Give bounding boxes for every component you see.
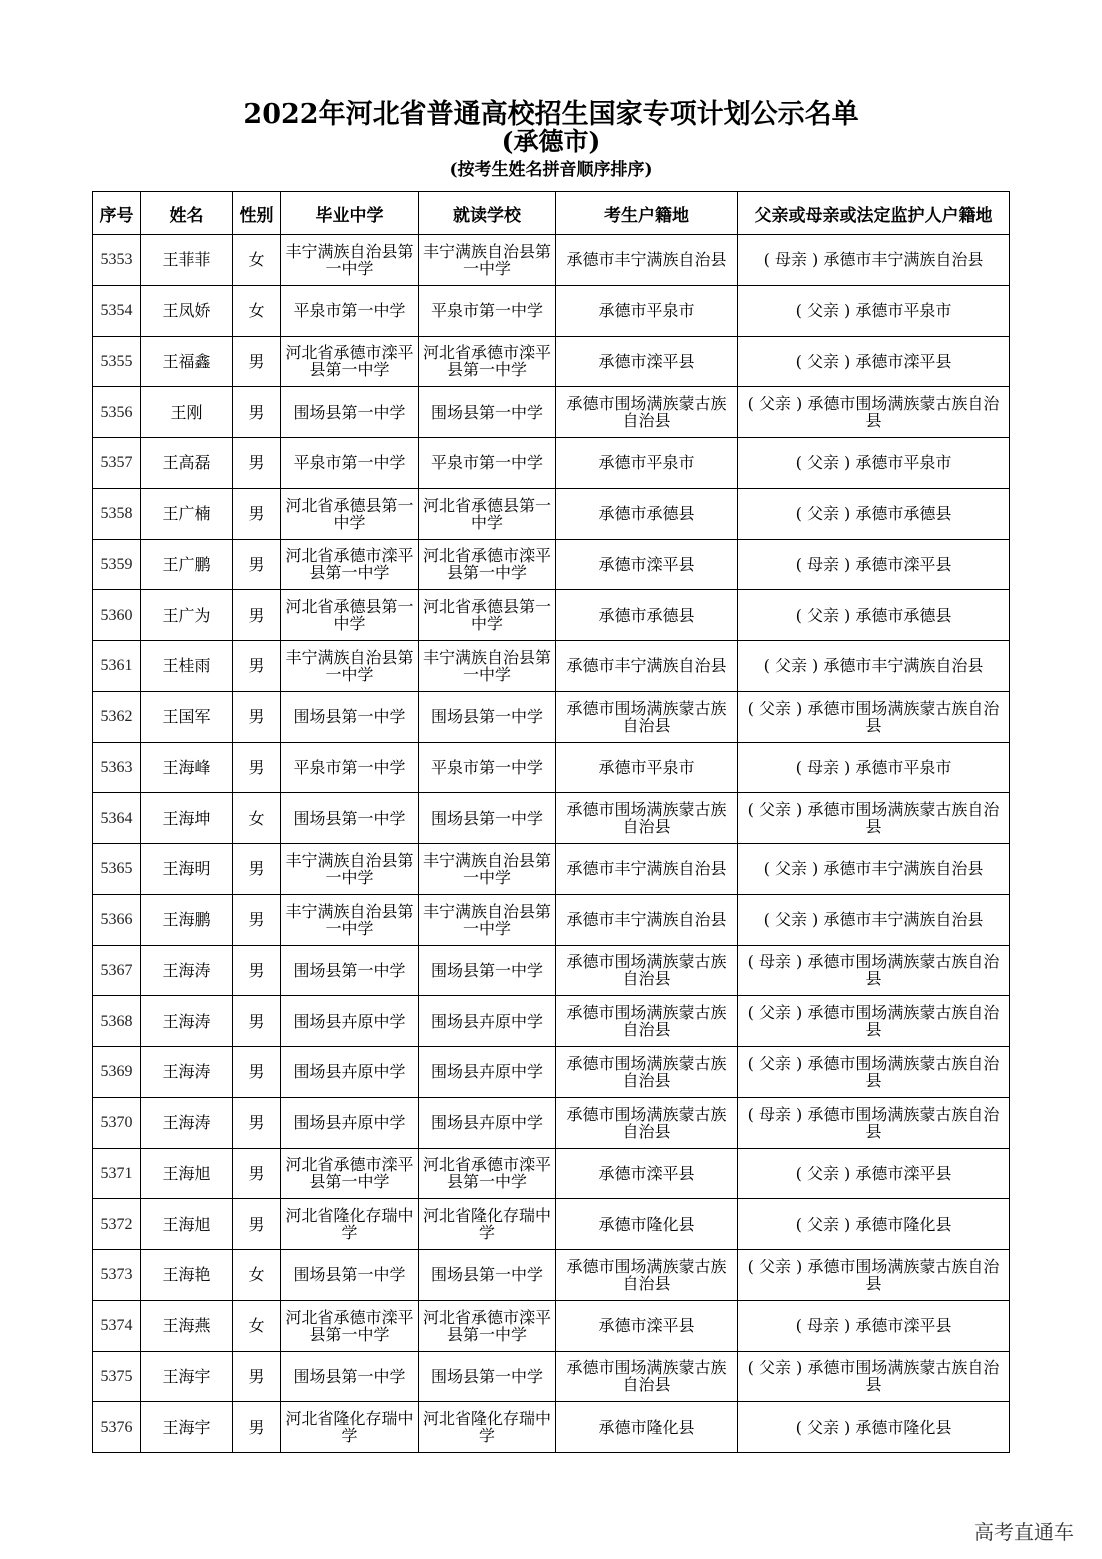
cell-gender: 男 [233, 1402, 281, 1453]
cell-guardian-hukou: ( 父亲 ) 承德市平泉市 [738, 285, 1010, 336]
cell-current-school: 河北省承德县第一中学 [419, 590, 556, 641]
cell-student-hukou: 承德市承德县 [556, 590, 738, 641]
header-seq: 序号 [93, 192, 141, 235]
cell-student-hukou: 承德市丰宁满族自治县 [556, 235, 738, 286]
table-row [93, 641, 1010, 692]
cell-name: 王海鹏 [141, 894, 233, 945]
table-row [93, 1148, 1010, 1199]
cell-seq: 5367 [93, 945, 141, 996]
cell-guardian-hukou: ( 父亲 ) 承德市隆化县 [738, 1199, 1010, 1250]
cell-seq: 5356 [93, 387, 141, 438]
cell-grad-school: 河北省承德市滦平县第一中学 [281, 539, 419, 590]
cell-guardian-hukou: ( 父亲 ) 承德市滦平县 [738, 1148, 1010, 1199]
cell-grad-school: 河北省承德县第一中学 [281, 590, 419, 641]
cell-gender: 女 [233, 235, 281, 286]
cell-student-hukou: 承德市丰宁满族自治县 [556, 641, 738, 692]
header-name: 姓名 [141, 192, 233, 235]
cell-gender: 女 [233, 793, 281, 844]
cell-seq: 5359 [93, 539, 141, 590]
cell-grad-school: 河北省承德市滦平县第一中学 [281, 1148, 419, 1199]
cell-seq: 5358 [93, 488, 141, 539]
cell-grad-school: 丰宁满族自治县第一中学 [281, 894, 419, 945]
cell-seq: 5376 [93, 1402, 141, 1453]
cell-gender: 男 [233, 996, 281, 1047]
sort-note: (按考生姓名拼音顺序排序) [449, 160, 653, 180]
cell-guardian-hukou: ( 父亲 ) 承德市承德县 [738, 488, 1010, 539]
table-row [93, 742, 1010, 793]
cell-seq: 5370 [93, 1097, 141, 1148]
cell-student-hukou: 承德市滦平县 [556, 539, 738, 590]
cell-name: 王海坤 [141, 793, 233, 844]
cell-student-hukou: 承德市丰宁满族自治县 [556, 894, 738, 945]
cell-seq: 5364 [93, 793, 141, 844]
cell-guardian-hukou: ( 父亲 ) 承德市丰宁满族自治县 [738, 894, 1010, 945]
cell-gender: 男 [233, 336, 281, 387]
cell-name: 王广为 [141, 590, 233, 641]
cell-name: 王广楠 [141, 488, 233, 539]
cell-grad-school: 河北省隆化存瑞中学 [281, 1199, 419, 1250]
cell-gender: 男 [233, 1351, 281, 1402]
cell-seq: 5362 [93, 691, 141, 742]
cell-current-school: 围场县第一中学 [419, 691, 556, 742]
cell-current-school: 河北省承德市滦平县第一中学 [419, 336, 556, 387]
cell-gender: 男 [233, 691, 281, 742]
cell-name: 王海明 [141, 844, 233, 895]
cell-student-hukou: 承德市围场满族蒙古族自治县 [556, 996, 738, 1047]
cell-gender: 男 [233, 488, 281, 539]
cell-name: 王海涛 [141, 1097, 233, 1148]
cell-current-school: 围场县卉原中学 [419, 1047, 556, 1098]
page-subtitle: (承德市) [501, 127, 601, 156]
cell-guardian-hukou: ( 母亲 ) 承德市围场满族蒙古族自治县 [738, 945, 1010, 996]
cell-grad-school: 丰宁满族自治县第一中学 [281, 235, 419, 286]
cell-guardian-hukou: ( 父亲 ) 承德市围场满族蒙古族自治县 [738, 1047, 1010, 1098]
header-current-school: 就读学校 [419, 192, 556, 235]
cell-student-hukou: 承德市隆化县 [556, 1402, 738, 1453]
cell-gender: 男 [233, 844, 281, 895]
header-gender: 性别 [233, 192, 281, 235]
cell-name: 王海峰 [141, 742, 233, 793]
cell-seq: 5372 [93, 1199, 141, 1250]
cell-seq: 5365 [93, 844, 141, 895]
cell-guardian-hukou: ( 父亲 ) 承德市丰宁满族自治县 [738, 641, 1010, 692]
cell-current-school: 围场县卉原中学 [419, 996, 556, 1047]
cell-gender: 女 [233, 1300, 281, 1351]
table-row [93, 336, 1010, 387]
cell-gender: 男 [233, 641, 281, 692]
cell-seq: 5375 [93, 1351, 141, 1402]
cell-student-hukou: 承德市承德县 [556, 488, 738, 539]
cell-grad-school: 围场县卉原中学 [281, 1097, 419, 1148]
cell-gender: 女 [233, 1250, 281, 1301]
cell-grad-school: 河北省隆化存瑞中学 [281, 1402, 419, 1453]
cell-student-hukou: 承德市围场满族蒙古族自治县 [556, 793, 738, 844]
table-row [93, 488, 1010, 539]
cell-student-hukou: 承德市围场满族蒙古族自治县 [556, 945, 738, 996]
cell-student-hukou: 承德市隆化县 [556, 1199, 738, 1250]
cell-student-hukou: 承德市滦平县 [556, 336, 738, 387]
table-row [93, 793, 1010, 844]
table-row [93, 691, 1010, 742]
table-row [93, 1300, 1010, 1351]
table-row [93, 1199, 1010, 1250]
cell-guardian-hukou: ( 父亲 ) 承德市隆化县 [738, 1402, 1010, 1453]
cell-seq: 5373 [93, 1250, 141, 1301]
cell-current-school: 河北省承德市滦平县第一中学 [419, 1300, 556, 1351]
cell-name: 王海宇 [141, 1402, 233, 1453]
cell-student-hukou: 承德市围场满族蒙古族自治县 [556, 1097, 738, 1148]
cell-guardian-hukou: ( 父亲 ) 承德市围场满族蒙古族自治县 [738, 387, 1010, 438]
cell-current-school: 丰宁满族自治县第一中学 [419, 844, 556, 895]
cell-student-hukou: 承德市平泉市 [556, 285, 738, 336]
cell-name: 王海旭 [141, 1148, 233, 1199]
cell-name: 王桂雨 [141, 641, 233, 692]
cell-seq: 5355 [93, 336, 141, 387]
table-row [93, 996, 1010, 1047]
cell-guardian-hukou: ( 父亲 ) 承德市围场满族蒙古族自治县 [738, 793, 1010, 844]
cell-name: 王海燕 [141, 1300, 233, 1351]
cell-gender: 男 [233, 1047, 281, 1098]
cell-student-hukou: 承德市围场满族蒙古族自治县 [556, 1250, 738, 1301]
table-row [93, 1402, 1010, 1453]
cell-gender: 男 [233, 742, 281, 793]
cell-seq: 5360 [93, 590, 141, 641]
cell-seq: 5353 [93, 235, 141, 286]
table-row [93, 844, 1010, 895]
cell-gender: 男 [233, 1199, 281, 1250]
cell-student-hukou: 承德市围场满族蒙古族自治县 [556, 1351, 738, 1402]
cell-grad-school: 围场县第一中学 [281, 691, 419, 742]
cell-current-school: 围场县第一中学 [419, 387, 556, 438]
cell-current-school: 围场县第一中学 [419, 793, 556, 844]
cell-seq: 5366 [93, 894, 141, 945]
cell-current-school: 围场县第一中学 [419, 1351, 556, 1402]
table-row [93, 539, 1010, 590]
cell-grad-school: 平泉市第一中学 [281, 285, 419, 336]
cell-gender: 男 [233, 438, 281, 489]
cell-grad-school: 河北省承德市滦平县第一中学 [281, 336, 419, 387]
cell-grad-school: 围场县第一中学 [281, 1250, 419, 1301]
cell-guardian-hukou: ( 父亲 ) 承德市围场满族蒙古族自治县 [738, 1351, 1010, 1402]
table-row [93, 894, 1010, 945]
student-table [92, 191, 1010, 1453]
cell-current-school: 围场县第一中学 [419, 1250, 556, 1301]
page-title: 2022年河北省普通高校招生国家专项计划公示名单 [243, 99, 859, 130]
cell-seq: 5369 [93, 1047, 141, 1098]
table-row [93, 235, 1010, 286]
cell-name: 王广鹏 [141, 539, 233, 590]
cell-guardian-hukou: ( 父亲 ) 承德市滦平县 [738, 336, 1010, 387]
table-header-row [93, 192, 1010, 235]
header-grad-school: 毕业中学 [281, 192, 419, 235]
cell-current-school: 平泉市第一中学 [419, 742, 556, 793]
cell-grad-school: 河北省承德市滦平县第一中学 [281, 1300, 419, 1351]
cell-student-hukou: 承德市平泉市 [556, 438, 738, 489]
cell-grad-school: 围场县卉原中学 [281, 996, 419, 1047]
header-guardian-hukou: 父亲或母亲或法定监护人户籍地 [738, 192, 1010, 235]
cell-name: 王凤娇 [141, 285, 233, 336]
cell-student-hukou: 承德市围场满族蒙古族自治县 [556, 691, 738, 742]
cell-current-school: 河北省承德市滦平县第一中学 [419, 539, 556, 590]
cell-current-school: 围场县第一中学 [419, 945, 556, 996]
cell-guardian-hukou: ( 母亲 ) 承德市丰宁满族自治县 [738, 235, 1010, 286]
cell-gender: 男 [233, 945, 281, 996]
cell-guardian-hukou: ( 父亲 ) 承德市围场满族蒙古族自治县 [738, 1250, 1010, 1301]
cell-seq: 5371 [93, 1148, 141, 1199]
cell-grad-school: 丰宁满族自治县第一中学 [281, 641, 419, 692]
table-row [93, 387, 1010, 438]
cell-student-hukou: 承德市围场满族蒙古族自治县 [556, 387, 738, 438]
cell-gender: 男 [233, 539, 281, 590]
cell-student-hukou: 承德市滦平县 [556, 1148, 738, 1199]
cell-guardian-hukou: ( 父亲 ) 承德市丰宁满族自治县 [738, 844, 1010, 895]
cell-current-school: 河北省隆化存瑞中学 [419, 1199, 556, 1250]
cell-grad-school: 围场县第一中学 [281, 387, 419, 438]
cell-gender: 男 [233, 894, 281, 945]
cell-grad-school: 平泉市第一中学 [281, 742, 419, 793]
cell-name: 王刚 [141, 387, 233, 438]
cell-guardian-hukou: ( 父亲 ) 承德市承德县 [738, 590, 1010, 641]
cell-name: 王福鑫 [141, 336, 233, 387]
cell-guardian-hukou: ( 母亲 ) 承德市滦平县 [738, 539, 1010, 590]
cell-current-school: 丰宁满族自治县第一中学 [419, 894, 556, 945]
cell-gender: 男 [233, 387, 281, 438]
cell-seq: 5357 [93, 438, 141, 489]
cell-current-school: 丰宁满族自治县第一中学 [419, 641, 556, 692]
cell-grad-school: 河北省承德县第一中学 [281, 488, 419, 539]
cell-current-school: 平泉市第一中学 [419, 285, 556, 336]
cell-seq: 5354 [93, 285, 141, 336]
cell-name: 王海涛 [141, 1047, 233, 1098]
cell-gender: 男 [233, 590, 281, 641]
cell-name: 王国军 [141, 691, 233, 742]
cell-grad-school: 围场县第一中学 [281, 945, 419, 996]
cell-guardian-hukou: ( 母亲 ) 承德市平泉市 [738, 742, 1010, 793]
header-student-hukou: 考生户籍地 [556, 192, 738, 235]
table-row [93, 1250, 1010, 1301]
table-row [93, 1097, 1010, 1148]
cell-name: 王高磊 [141, 438, 233, 489]
cell-name: 王海旭 [141, 1199, 233, 1250]
table-row [93, 945, 1010, 996]
cell-guardian-hukou: ( 父亲 ) 承德市围场满族蒙古族自治县 [738, 691, 1010, 742]
cell-current-school: 平泉市第一中学 [419, 438, 556, 489]
cell-guardian-hukou: ( 父亲 ) 承德市围场满族蒙古族自治县 [738, 996, 1010, 1047]
cell-grad-school: 围场县第一中学 [281, 1351, 419, 1402]
cell-student-hukou: 承德市围场满族蒙古族自治县 [556, 1047, 738, 1098]
cell-student-hukou: 承德市丰宁满族自治县 [556, 844, 738, 895]
cell-seq: 5368 [93, 996, 141, 1047]
cell-guardian-hukou: ( 母亲 ) 承德市滦平县 [738, 1300, 1010, 1351]
cell-gender: 男 [233, 1097, 281, 1148]
cell-name: 王海涛 [141, 945, 233, 996]
cell-current-school: 河北省承德市滦平县第一中学 [419, 1148, 556, 1199]
cell-seq: 5363 [93, 742, 141, 793]
cell-guardian-hukou: ( 母亲 ) 承德市围场满族蒙古族自治县 [738, 1097, 1010, 1148]
table-row [93, 1351, 1010, 1402]
cell-name: 王海涛 [141, 996, 233, 1047]
cell-grad-school: 围场县卉原中学 [281, 1047, 419, 1098]
table-row [93, 285, 1010, 336]
cell-grad-school: 平泉市第一中学 [281, 438, 419, 489]
cell-guardian-hukou: ( 父亲 ) 承德市平泉市 [738, 438, 1010, 489]
cell-grad-school: 围场县第一中学 [281, 793, 419, 844]
watermark: 高考直通车 [974, 1520, 1074, 1544]
cell-seq: 5374 [93, 1300, 141, 1351]
cell-name: 王菲菲 [141, 235, 233, 286]
cell-current-school: 河北省承德县第一中学 [419, 488, 556, 539]
cell-seq: 5361 [93, 641, 141, 692]
table-row [93, 590, 1010, 641]
cell-gender: 男 [233, 1148, 281, 1199]
table-row [93, 1047, 1010, 1098]
cell-gender: 女 [233, 285, 281, 336]
cell-current-school: 丰宁满族自治县第一中学 [419, 235, 556, 286]
cell-student-hukou: 承德市滦平县 [556, 1300, 738, 1351]
cell-student-hukou: 承德市平泉市 [556, 742, 738, 793]
cell-name: 王海艳 [141, 1250, 233, 1301]
cell-grad-school: 丰宁满族自治县第一中学 [281, 844, 419, 895]
cell-name: 王海宇 [141, 1351, 233, 1402]
cell-current-school: 河北省隆化存瑞中学 [419, 1402, 556, 1453]
table-row [93, 438, 1010, 489]
cell-current-school: 围场县卉原中学 [419, 1097, 556, 1148]
